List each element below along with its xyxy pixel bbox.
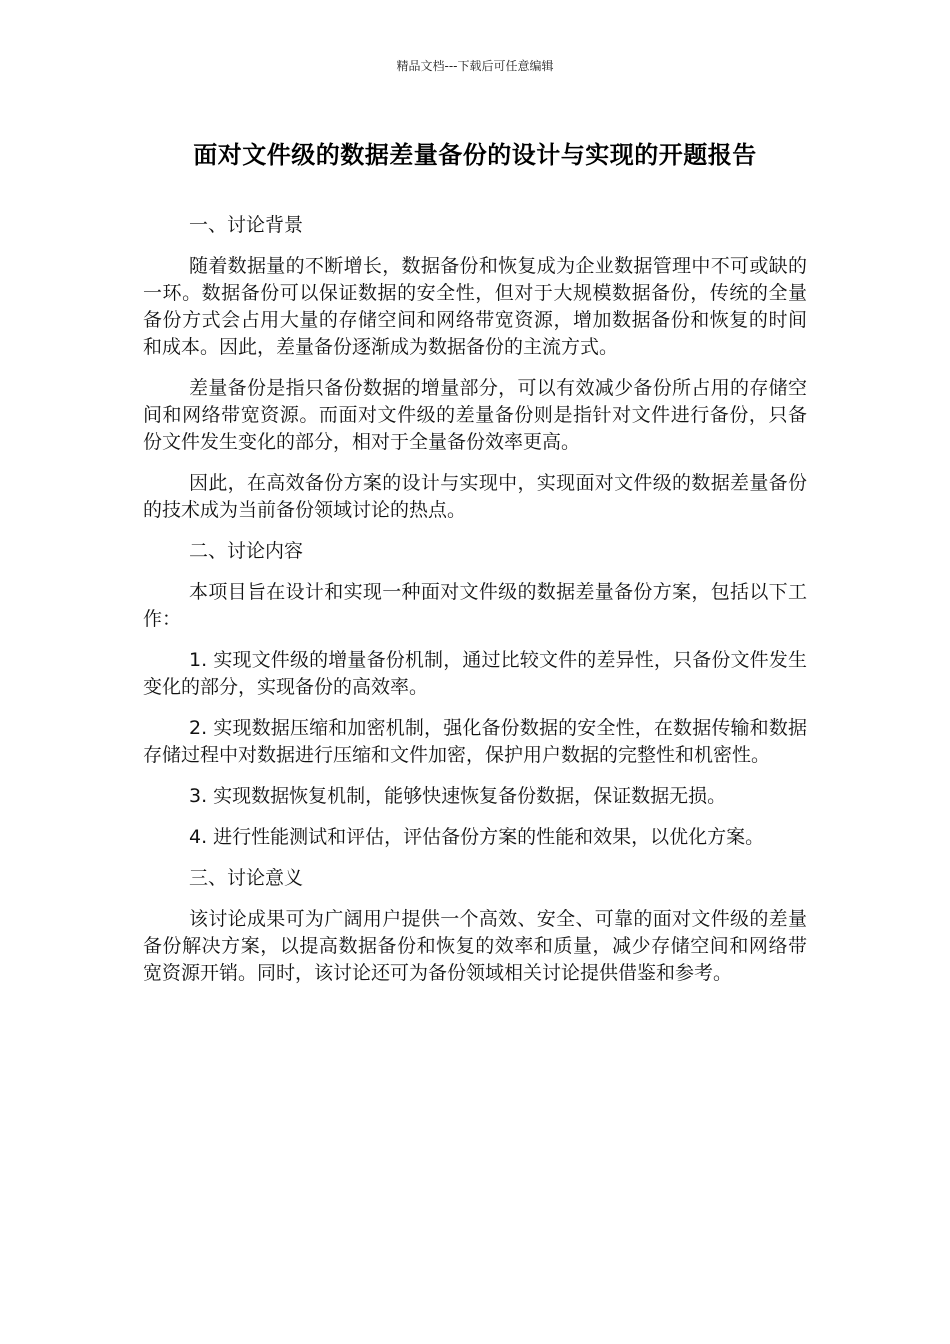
content-list-item: 1. 实现文件级的增量备份机制，通过比较文件的差异性，只备份文件发生变化的部分，实现备份的高效率。	[143, 649, 807, 698]
content-intro-paragraph: 本项目旨在设计和实现一种面对文件级的数据差量备份方案，包括以下工作：	[143, 581, 807, 630]
content-list-item: 2. 实现数据压缩和加密机制，强化备份数据的安全性，在数据传输和数据存储过程中对数据进行压缩和文件加密，保护用户数据的完整性和机密性。	[143, 717, 807, 766]
document-title: 面对文件级的数据差量备份的设计与实现的开题报告	[193, 141, 757, 169]
content-list-item: 3. 实现数据恢复机制，能够快速恢复备份数据，保证数据无损。	[189, 785, 727, 807]
significance-paragraph-1: 该讨论成果可为广阔用户提供一个高效、安全、可靠的面对文件级的差量备份解决方案，以提高数据备份和恢复的效率和质量，减少存储空间和网络带宽资源开销。同时，该讨论还可为备份领域相关讨论提供借鉴和参考。	[143, 908, 807, 984]
background-paragraph-2: 差量备份是指只备份数据的增量部分，可以有效减少备份所占用的存储空间和网络带宽资源。而面对文件级的差量备份则是指针对文件进行备份，只备份文件发生变化的部分，相对于全量备份效率更高。	[143, 377, 807, 453]
header-note: 精品文档---下载后可任意编辑	[396, 59, 554, 73]
document-body	[143, 212, 807, 1001]
background-paragraph-1: 随着数据量的不断增长，数据备份和恢复成为企业数据管理中不可或缺的一环。数据备份可以保证数据的安全性，但对于大规模数据备份，传统的全量备份方式会占用大量的存储空间和网络带宽资源，增加数据备份和恢复的时间和成本。因此，差量备份逐渐成为数据备份的主流方式。	[143, 255, 807, 358]
background-paragraph-3: 因此，在高效备份方案的设计与实现中，实现面对文件级的数据差量备份的技术成为当前备份领域讨论的热点。	[143, 472, 807, 521]
section-heading-background: 一、讨论背景	[189, 214, 304, 236]
content-list-item: 4. 进行性能测试和评估，评估备份方案的性能和效果，以优化方案。	[189, 826, 765, 848]
section-heading-significance: 三、讨论意义	[189, 867, 304, 889]
section-heading-content: 二、讨论内容	[189, 540, 304, 562]
